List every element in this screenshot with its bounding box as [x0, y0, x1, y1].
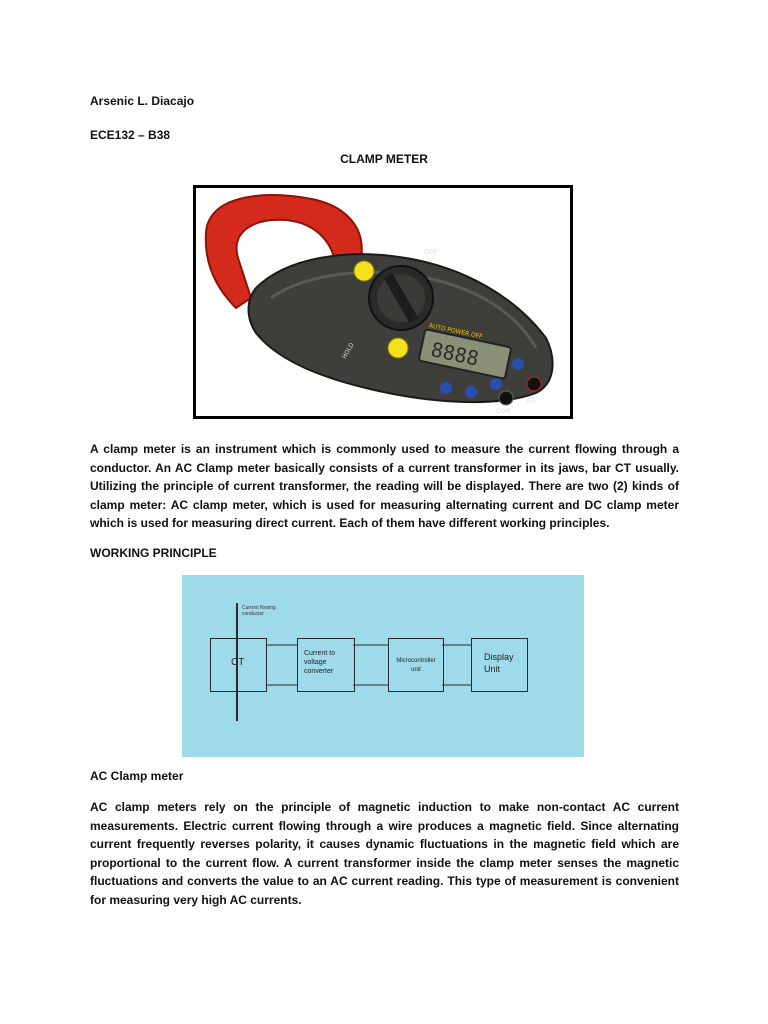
clamp-meter-photo: [193, 185, 573, 419]
display-label: Display Unit: [484, 652, 514, 674]
document-title: CLAMP METER: [340, 152, 428, 166]
mcu-box: [388, 638, 444, 692]
author-name: Arsenic L. Diacajo: [90, 94, 195, 108]
svg-text:8888: 8888: [428, 337, 481, 371]
clamp-meter-illustration: [196, 188, 570, 416]
display-box: [471, 638, 528, 692]
label-hold: HOLD: [341, 341, 356, 361]
yellow-button-top: [354, 261, 374, 281]
converter-label: Current to voltage converter: [304, 650, 336, 675]
ac-clamp-heading: AC Clamp meter: [90, 769, 184, 783]
label-off: OFF: [424, 248, 438, 256]
working-principle-heading: WORKING PRINCIPLE: [90, 546, 217, 560]
ct-label: CT: [231, 657, 245, 668]
conductor-label: Current flowing conductor: [242, 605, 276, 617]
jack-v-ohm: [527, 377, 541, 391]
jack-com: [499, 391, 513, 405]
blue-button-1: [440, 382, 452, 394]
blue-button-4: [512, 358, 524, 370]
yellow-button-hold: [388, 338, 408, 358]
ct-box: [210, 638, 267, 692]
blue-button-2: [465, 386, 477, 398]
course-code: ECE132 – B38: [90, 128, 171, 142]
ac-paragraph: AC clamp meters rely on the principle of magnetic induction to make non-contact AC current measurements. Electric current flowing through a wire produces a magnetic field. Since alternating current frequently reverses polarity, it causes dynamic fluctuations in the magnetic field which are proportional to the current flow. A current transformer inside the clamp meter senses the magnetic fluctuations and converts the value to an AC current reading. This type of measurement is convenient for measuring very high AC currents.: [90, 800, 679, 907]
label-v-ohm: VΩ: [526, 397, 535, 404]
block-diagram: [182, 575, 584, 757]
label-auto-power-off: AUTO POWER OFF: [428, 322, 484, 341]
mcu-label: Microcontroller unit: [396, 658, 436, 673]
converter-box: [297, 638, 355, 692]
label-com: COM: [496, 408, 511, 415]
intro-paragraph: A clamp meter is an instrument which is commonly used to measure the current flowing through a conductor. An AC Clamp meter basically consists of a current transformer in its jaws, bar CT usually. Utilizing the principle of current transformer, the reading will be displayed. There are two (2) kinds of clamp meter: AC clamp meter, which is used for measuring alternating current and DC clamp meter which is used for measuring direct current. Each of them have different working principles.: [90, 442, 679, 531]
blue-button-3: [490, 378, 502, 390]
